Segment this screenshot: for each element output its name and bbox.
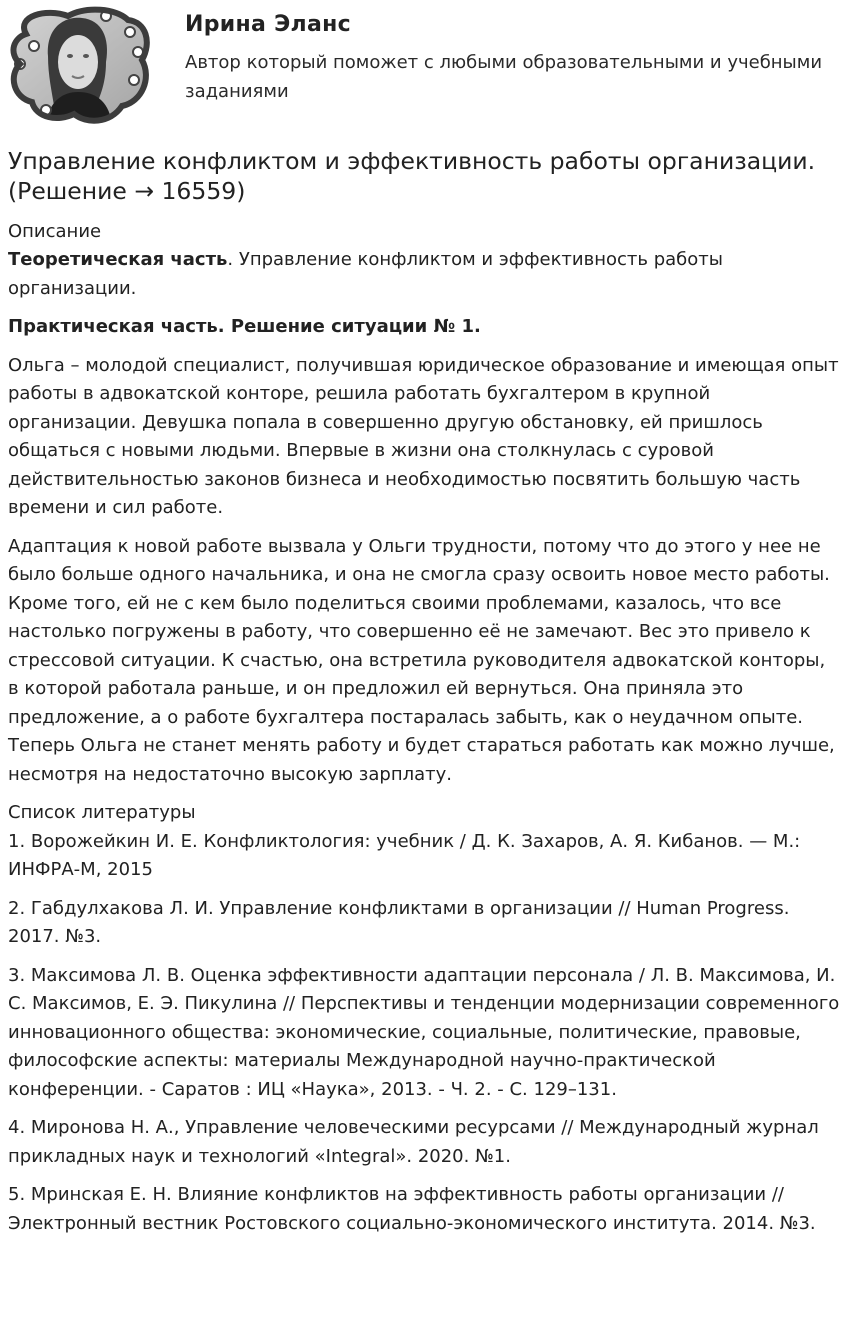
author-header	[0, 0, 847, 135]
description-label: Описание	[8, 221, 102, 242]
literature-item: 3. Максимова Л. В. Оценка эффективности адаптации персонала / Л. В. Максимова, И. С. Максимов, Е. Э. Пикулина // Перспективы и тенденции модернизации современного инновационного общества: экономические, социальные, политические, правовые, философские аспекты: материалы Международной научно-практической конференции. - Саратов : ИЦ «Наука», 2013. - Ч. 2. - С. 129–131.	[8, 964, 840, 1100]
theory-paragraph	[8, 246, 840, 303]
literature-item: 4. Миронова Н. А., Управление человеческими ресурсами // Международный журнал прикладных наук и технологий «Integral». 2020. №1.	[8, 1117, 819, 1167]
case-paragraph: Адаптация к новой работе вызвала у Ольги трудности, потому что до этого у нее не было больше одного начальника, и она не смогла сразу освоить новое место работы. Кроме того, ей не с кем было поделиться своими проблемами, казалось, что все настолько погружены в работу, что совершенно её не замечают. Вес это привело к стрессовой ситуации. К счастью, она встретила руководителя адвокатской конторы, в которой работала раньше, и он предложил ей вернуться. Она приняла это предложение, а о работе бухгалтера постаралась забыть, как о неудачном опыте. Теперь Ольга не станет менять работу и будет стараться работать как можно лучше, несмотря на недостаточно высокую зарплату.	[8, 535, 835, 785]
literature-item: 5. Мринская Е. Н. Влияние конфликтов на эффективность работы организации // Электронный вестник Ростовского социально-экономического института. 2014. №3.	[8, 1184, 816, 1234]
page-title: Управление конфликтом и эффективность работы организации. (Решение → 16559)	[8, 147, 816, 205]
author-name[interactable]: Ирина Эланс	[185, 12, 351, 37]
literature-item: 1. Ворожейкин И. Е. Конфликтология: учебник / Д. К. Захаров, А. Я. Кибанов. — М.: ИНФРА-М, 2015	[8, 830, 801, 880]
literature-label: Список литературы	[8, 802, 196, 823]
theory-bold: Теоретическая часть	[8, 249, 228, 270]
practice-heading	[8, 313, 840, 342]
avatar[interactable]	[6, 6, 152, 126]
case-paragraph: Ольга – молодой специалист, получившая юридическое образование и имеющая опыт работы в адвокатской конторе, решила работать бухгалтером в крупной организации. Девушка попала в совершенно другую обстановку, ей пришлось общаться с новыми людьми. Впервые в жизни она столкнулась с суровой действительностью законов бизнеса и необходимостью посвятить большую часть времени и сил работе.	[8, 354, 839, 518]
practice-heading-text: Практическая часть. Решение ситуации № 1.	[8, 316, 481, 337]
document-content	[8, 146, 840, 1248]
literature-item: 2. Габдулхакова Л. И. Управление конфликтами в организации // Human Progress. 2017. №3.	[8, 897, 790, 947]
author-description: Автор который поможет с любыми образовательными и учебными заданиями	[185, 52, 823, 102]
theory-text: . Управление конфликтом и эффективность работы организации.	[8, 249, 723, 299]
avatar-photo-icon	[6, 6, 152, 126]
